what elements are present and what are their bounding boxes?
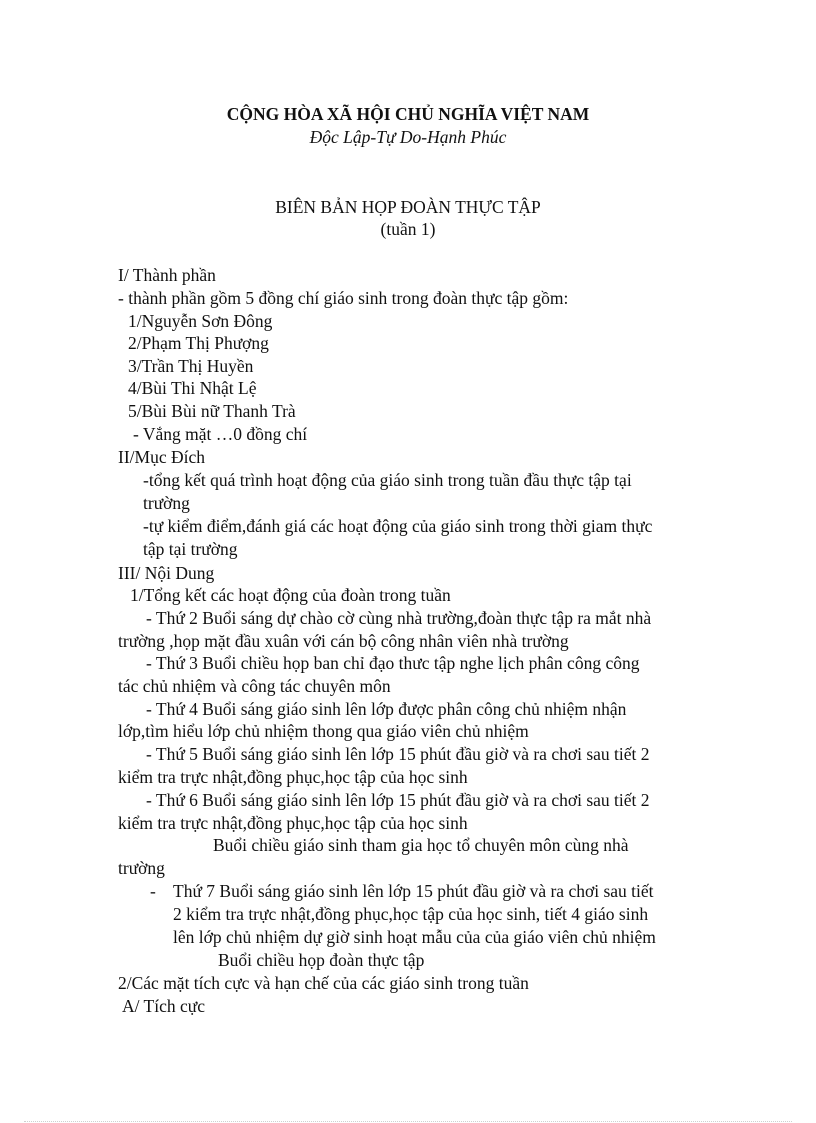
section-heading-composition: I/ Thành phần bbox=[118, 265, 216, 285]
body-line: lớp,tìm hiểu lớp chủ nhiệm thong qua giáo viên chủ nhiệm bbox=[118, 721, 529, 741]
member-item: 1/Nguyễn Sơn Đông bbox=[128, 311, 273, 331]
body-line: -tổng kết quá trình hoạt động của giáo sinh trong tuần đầu thực tập tại bbox=[143, 470, 632, 490]
body-line: tác chủ nhiệm và công tác chuyên môn bbox=[118, 676, 391, 696]
document-title: BIÊN BẢN HỌP ĐOÀN THỰC TẬP bbox=[275, 197, 541, 217]
body-line: - Thứ 2 Buổi sáng dự chào cờ cùng nhà trường,đoàn thực tập ra mắt nhà bbox=[146, 608, 652, 628]
subsection-heading: 2/Các mặt tích cực và hạn chế của các giáo sinh trong tuần bbox=[118, 973, 529, 993]
body-line: - Thứ 3 Buổi chiều họp ban chỉ đạo thưc tập nghe lịch phân công công bbox=[146, 653, 640, 673]
page-bottom-divider bbox=[24, 1121, 792, 1122]
bullet-dash: - bbox=[150, 881, 156, 901]
subsection-heading: 1/Tổng kết các hoạt động của đoàn trong tuần bbox=[130, 585, 451, 605]
document-subtitle: (tuần 1) bbox=[380, 219, 436, 239]
body-line: - Thứ 5 Buổi sáng giáo sinh lên lớp 15 phút đầu giờ và ra chơi sau tiết 2 bbox=[146, 744, 650, 764]
national-header: CỘNG HÒA XÃ HỘI CHỦ NGHĨA VIỆT NAM bbox=[226, 104, 590, 124]
body-line: kiểm tra trực nhật,đồng phục,học tập của học sinh bbox=[118, 813, 468, 833]
subsection-heading: A/ Tích cực bbox=[122, 996, 206, 1016]
body-line: - Thứ 4 Buổi sáng giáo sinh lên lớp được phân công chủ nhiệm nhận bbox=[146, 699, 627, 719]
absent-line: - Vắng mặt …0 đồng chí bbox=[133, 424, 308, 444]
body-line: Buổi chiều họp đoàn thực tập bbox=[218, 950, 425, 970]
member-item: 5/Bùi Bùi nữ Thanh Trà bbox=[128, 401, 296, 421]
body-line: - Thứ 6 Buổi sáng giáo sinh lên lớp 15 phút đầu giờ và ra chơi sau tiết 2 bbox=[146, 790, 650, 810]
body-line: trường bbox=[118, 858, 165, 878]
member-item: 2/Phạm Thị Phượng bbox=[128, 333, 269, 353]
body-line: trường bbox=[143, 493, 190, 513]
body-line: Thứ 7 Buổi sáng giáo sinh lên lớp 15 phút đầu giờ và ra chơi sau tiết bbox=[173, 881, 654, 901]
member-item: 3/Trần Thị Huyền bbox=[128, 356, 254, 376]
body-line: trường ,họp mặt đầu xuân với cán bộ công nhân viên nhà trường bbox=[118, 631, 569, 651]
body-line: -tự kiểm điểm,đánh giá các hoạt động của giáo sinh trong thời giam thực bbox=[143, 516, 653, 536]
national-motto: Độc Lập-Tự Do-Hạnh Phúc bbox=[309, 127, 507, 147]
body-line: 2 kiểm tra trực nhật,đồng phục,học tập của học sinh, tiết 4 giáo sinh bbox=[173, 904, 649, 924]
body-line: lên lớp chủ nhiệm dự giờ sinh hoạt mẫu của của giáo viên chủ nhiệm bbox=[173, 927, 656, 947]
body-line: - thành phần gồm 5 đồng chí giáo sinh trong đoàn thực tập gồm: bbox=[118, 288, 569, 308]
section-heading-content: III/ Nội Dung bbox=[118, 563, 215, 583]
body-line: Buổi chiều giáo sinh tham gia học tổ chuyên môn cùng nhà bbox=[213, 835, 629, 855]
member-item: 4/Bùi Thi Nhật Lệ bbox=[128, 378, 257, 398]
body-line: tập tại trường bbox=[143, 539, 238, 559]
body-line: kiểm tra trực nhật,đồng phục,học tập của học sinh bbox=[118, 767, 468, 787]
section-heading-purpose: II/Mục Đích bbox=[118, 447, 205, 467]
